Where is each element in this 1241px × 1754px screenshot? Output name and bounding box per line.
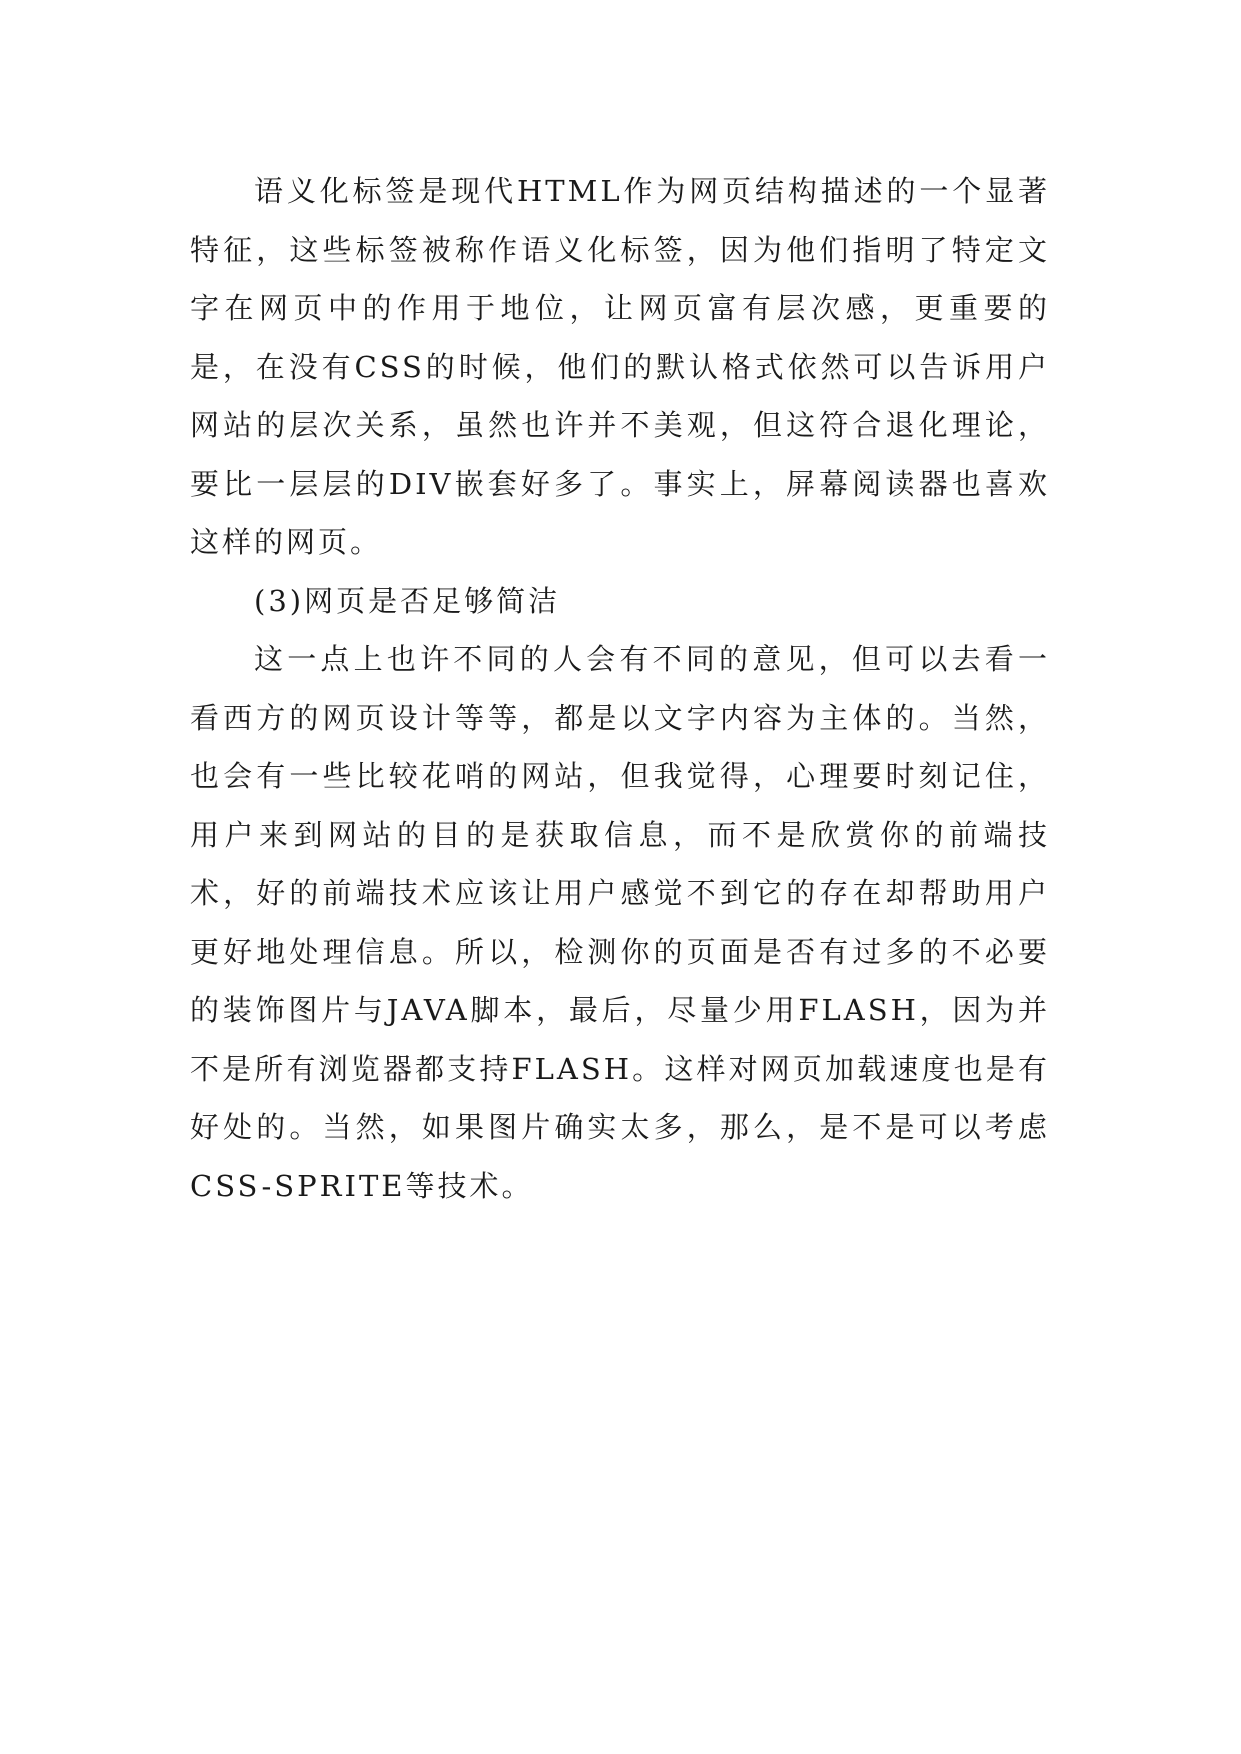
document-body [190,162,1050,1215]
section-heading-simplicity: (3)网页是否足够简洁 [254,583,561,618]
paragraph-simplicity: 这一点上也许不同的人会有不同的意见，但可以去看一看西方的网页设计等等，都是以文字内容为主体的。当然，也会有一些比较花哨的网站，但我觉得，心理要时刻记住，用户来到网站的目的是获取信息，而不是欣赏你的前端技术，好的前端技术应该让用户感觉不到它的存在却帮助用户更好地处理信息。所以，检测你的页面是否有过多的不必要的装饰图片与JAVA脚本，最后，尽量少用FLASH，因为并不是所有浏览器都支持FLASH。这样对网页加载速度也是有好处的。当然，如果图片确实太多，那么，是不是可以考虑CSS-SPRITE等技术。 [190,642,1050,1203]
paragraph-semantic-tags: 语义化标签是现代HTML作为网页结构描述的一个显著特征，这些标签被称作语义化标签，因为他们指明了特定文字在网页中的作用于地位，让网页富有层次感，更重要的是，在没有CSS的时候，他们的默认格式依然可以告诉用户网站的层次关系，虽然也许并不美观，但这符合退化理论，要比一层层的DIV嵌套好多了。事实上，屏幕阅读器也喜欢这样的网页。 [190,174,1050,559]
